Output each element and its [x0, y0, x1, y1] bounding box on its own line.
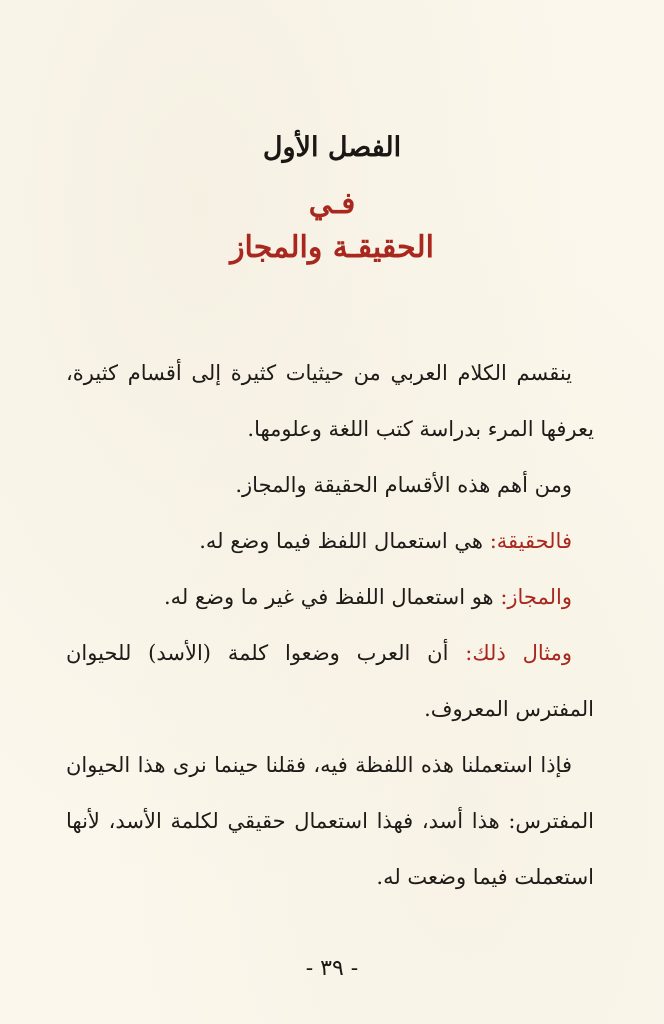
term-label: فالحقيقة:	[489, 529, 572, 553]
title-preposition: فـي	[308, 186, 356, 220]
paragraph-text: فإذا استعملنا هذه اللفظة فيه، فقلنا حينما نرى هذا الحيوان المفترس: هذا أسد، فهذا استعمال حقيقي لكلمة الأسد، لأنها استعملت فيما وضعت له.	[66, 753, 594, 889]
paragraph-intro	[66, 345, 594, 457]
example-text: أن العرب وضعوا كلمة (الأسد) للحيوان المفترس المعروف.	[66, 641, 594, 721]
definition-text: هو استعمال اللفظ في غير ما وضع له.	[163, 585, 501, 609]
definition-text: هي استعمال اللفظ فيما وضع له.	[199, 529, 490, 553]
paragraph-usage	[66, 737, 594, 905]
paragraph-text: ينقسم الكلام العربي من حيثيات كثيرة إلى أقسام كثيرة، يعرفها المرء بدراسة كتب اللغة وعلومها.	[66, 361, 594, 441]
body-text	[66, 345, 594, 905]
term-label: والمجاز:	[500, 585, 572, 609]
page-number: - ٣٩ -	[305, 956, 359, 981]
paragraph-text: ومن أهم هذه الأقسام الحقيقة والمجاز.	[235, 473, 572, 497]
example-paragraph	[66, 625, 594, 737]
definition-haqiqa	[66, 513, 594, 569]
term-label: ومثال ذلك:	[465, 641, 573, 665]
chapter-label: الفصل الأول	[262, 132, 402, 163]
definition-majaz	[66, 569, 594, 625]
paragraph-importance	[66, 457, 594, 513]
chapter-title: الحقيقـة والمجاز	[230, 230, 434, 265]
